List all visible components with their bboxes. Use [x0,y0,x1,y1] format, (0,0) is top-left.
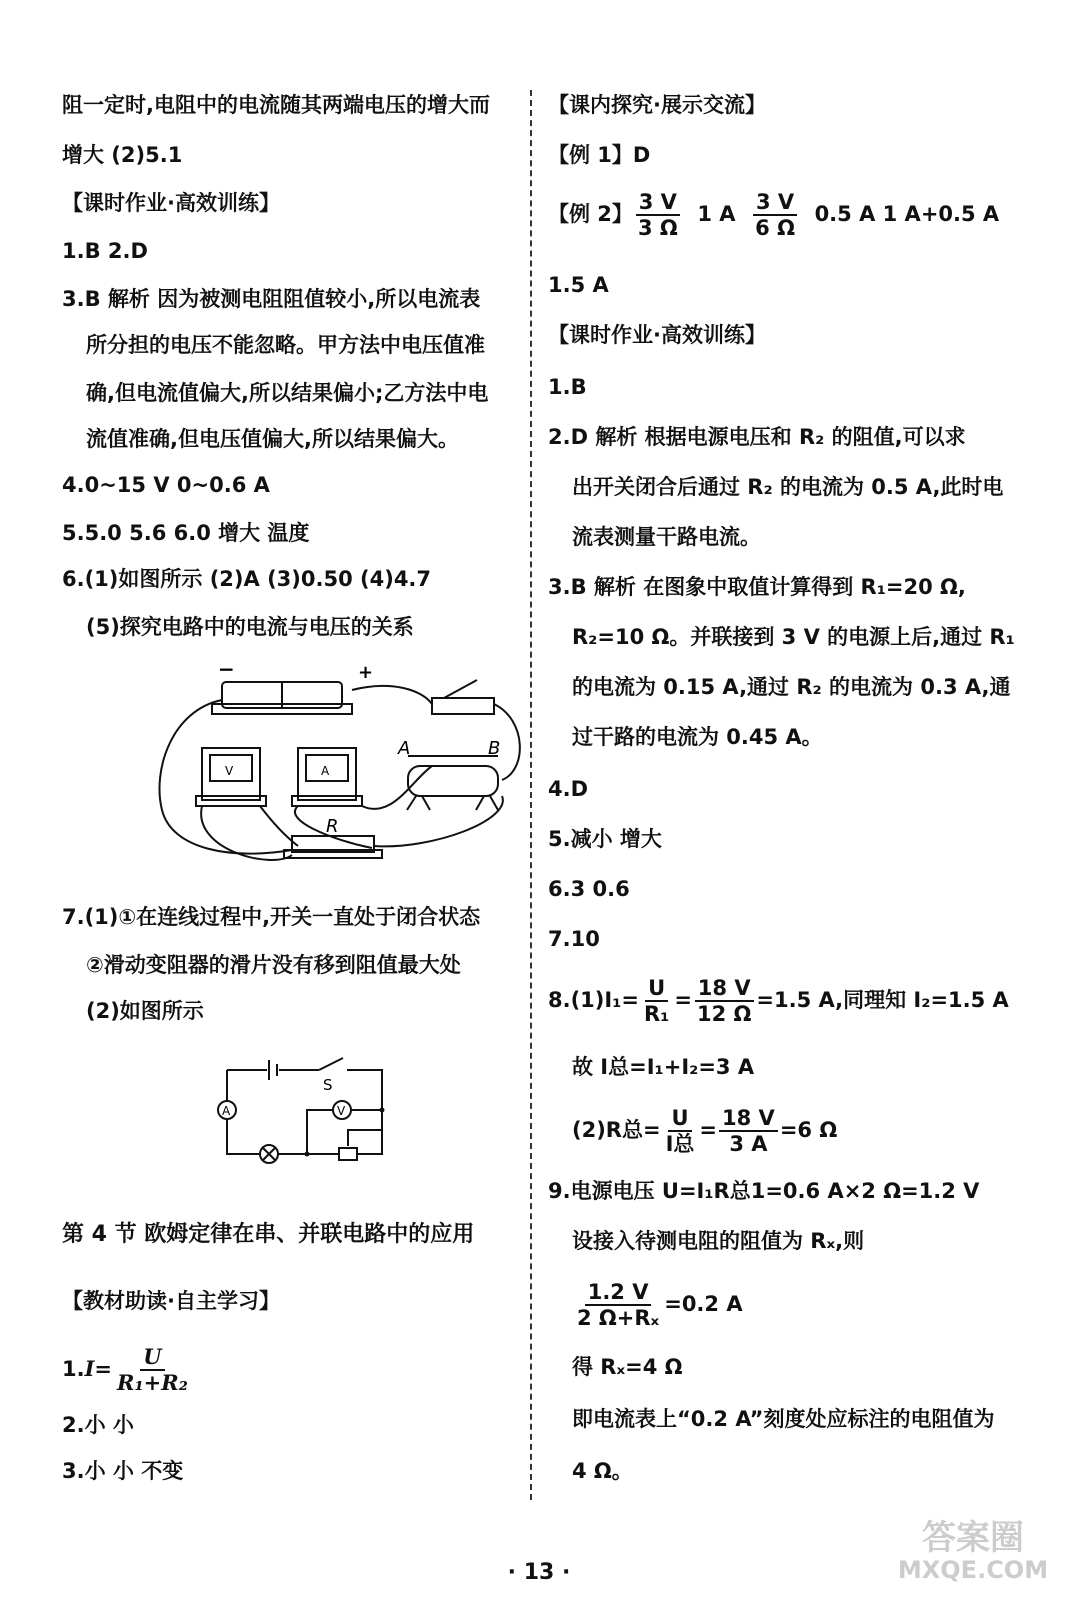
answer-line: 【例 1】D [548,143,651,167]
answer-line: 6.(1)如图所示 (2)A (3)0.50 (4)4.7 [62,567,432,591]
answer-line: 即电流表上“0.2 A”刻度处应标注的电阻值为 [572,1407,995,1431]
answer-line: 3.小 小 不变 [62,1459,184,1483]
formula-line: 1.I= $\frac{U}{\text{R₁+R₂}}$ [62,1344,188,1395]
answer-line: 7.10 [548,927,600,951]
ammeter-symbol-label: A [222,1104,231,1118]
resistor-label: R [326,816,339,837]
circuit-schematic-figure [207,1050,387,1170]
formula-line: 8.(1)I₁= $\frac{U}{\text{R₁}}$ = $\frac{18 V}{12 \Omega}$ =1.5 A,同理知 I₂=1.5 A [548,976,1009,1026]
section-heading: 【课内探究·展示交流】 [548,93,766,117]
switch-icon [444,680,477,698]
answer-line: 2.小 小 [62,1413,134,1437]
answer-line: 2.D 解析 根据电源电压和 R₂ 的阻值,可以求 [548,425,966,449]
answer-line: 过干路的电流为 0.45 A。 [572,725,823,749]
answer-line: 5.减小 增大 [548,827,662,851]
answer-line: 设接入待测电阻的阻值为 Rₓ,则 [572,1229,865,1253]
answer-line: (5)探究电路中的电流与电压的关系 [86,615,414,639]
switch-icon [319,1058,343,1070]
answer-line: 3.B 解析 因为被测电阻阻值较小,所以电流表 [62,287,481,311]
answer-line: 的电流为 0.15 A,通过 R₂ 的电流为 0.3 A,通 [572,675,1011,699]
answer-line: 故 I总=I₁+I₂=3 A [572,1055,755,1079]
circuit-wiring-figure [132,660,522,880]
answer-line: 1.B 2.D [62,239,148,263]
formula-line: $\frac{1.2 V}{\text{2 Ω+Rₓ}}$ =0.2 A [577,1280,743,1330]
answer-line: 确,但电流值偏大,所以结果偏小;乙方法中电 [86,381,489,405]
watermark: 答案圈 MXQE.COM [897,1518,1049,1584]
answer-line: 1.5 A [548,273,609,297]
answer-line: 4 Ω。 [572,1459,633,1483]
answer-line: 4.D [548,777,589,801]
column-divider [530,90,532,1500]
answer-line: 所分担的电压不能忽略。甲方法中电压值准 [86,333,485,357]
page-number: · 13 · [507,1560,571,1585]
answer-line: 3.B 解析 在图象中取值计算得到 R₁=20 Ω, [548,575,966,599]
text-line: 阻一定时,电阻中的电流随其两端电压的增大而 [62,93,490,117]
answer-line: 9.电源电压 U=I₁R总1=0.6 A×2 Ω=1.2 V [548,1179,980,1203]
answer-line: 流表测量干路电流。 [572,525,761,549]
section-heading: 【课时作业·高效训练】 [62,191,280,215]
voltmeter-label: V [225,764,234,778]
answer-line: ②滑动变阻器的滑片没有移到阻值最大处 [86,953,461,977]
answer-line: 得 Rₓ=4 Ω [572,1355,683,1379]
plus-label: + [358,662,374,683]
switch-label: S [323,1076,333,1094]
answer-line: 1.B [548,375,587,399]
text-line: 增大 (2)5.1 [62,143,183,167]
rheostat-icon [408,766,498,796]
answer-line: 7.(1)①在连线过程中,开关一直处于闭合状态 [62,905,481,929]
terminal-a-label: A [398,738,411,759]
answer-line: 出开关闭合后通过 R₂ 的电流为 0.5 A,此时电 [572,475,1004,499]
answer-line: 6.3 0.6 [548,877,630,901]
section-heading: 【课时作业·高效训练】 [548,323,766,347]
formula-line: (2)R总= $\frac{U}{\text{I总}}$ = $\frac{18 V}{3 A}$ =6 Ω [572,1106,838,1156]
minus-label: − [218,660,235,681]
answer-line: 流值准确,但电压值偏大,所以结果偏大。 [86,427,459,451]
answer-line: 4.0~15 V 0~0.6 A [62,473,270,497]
section-heading: 【教材助读·自主学习】 [62,1289,280,1313]
voltmeter-symbol-label: V [337,1104,346,1118]
formula-line: 【例 2】 $\frac{3 V}{3 \Omega}$ 1 A $\frac{3 V}{6 \Omega}$ 0.5 A 1 A+0.5 A [548,190,1000,240]
terminal-b-label: B [488,738,501,759]
section-title: 第 4 节 欧姆定律在串、并联电路中的应用 [62,1222,475,1247]
ammeter-label: A [321,764,330,778]
answer-line: (2)如图所示 [86,999,204,1023]
answer-line: 5.5.0 5.6 6.0 增大 温度 [62,521,310,545]
answer-line: R₂=10 Ω。并联接到 3 V 的电源上后,通过 R₁ [572,625,1015,649]
rheostat-icon [339,1148,357,1160]
